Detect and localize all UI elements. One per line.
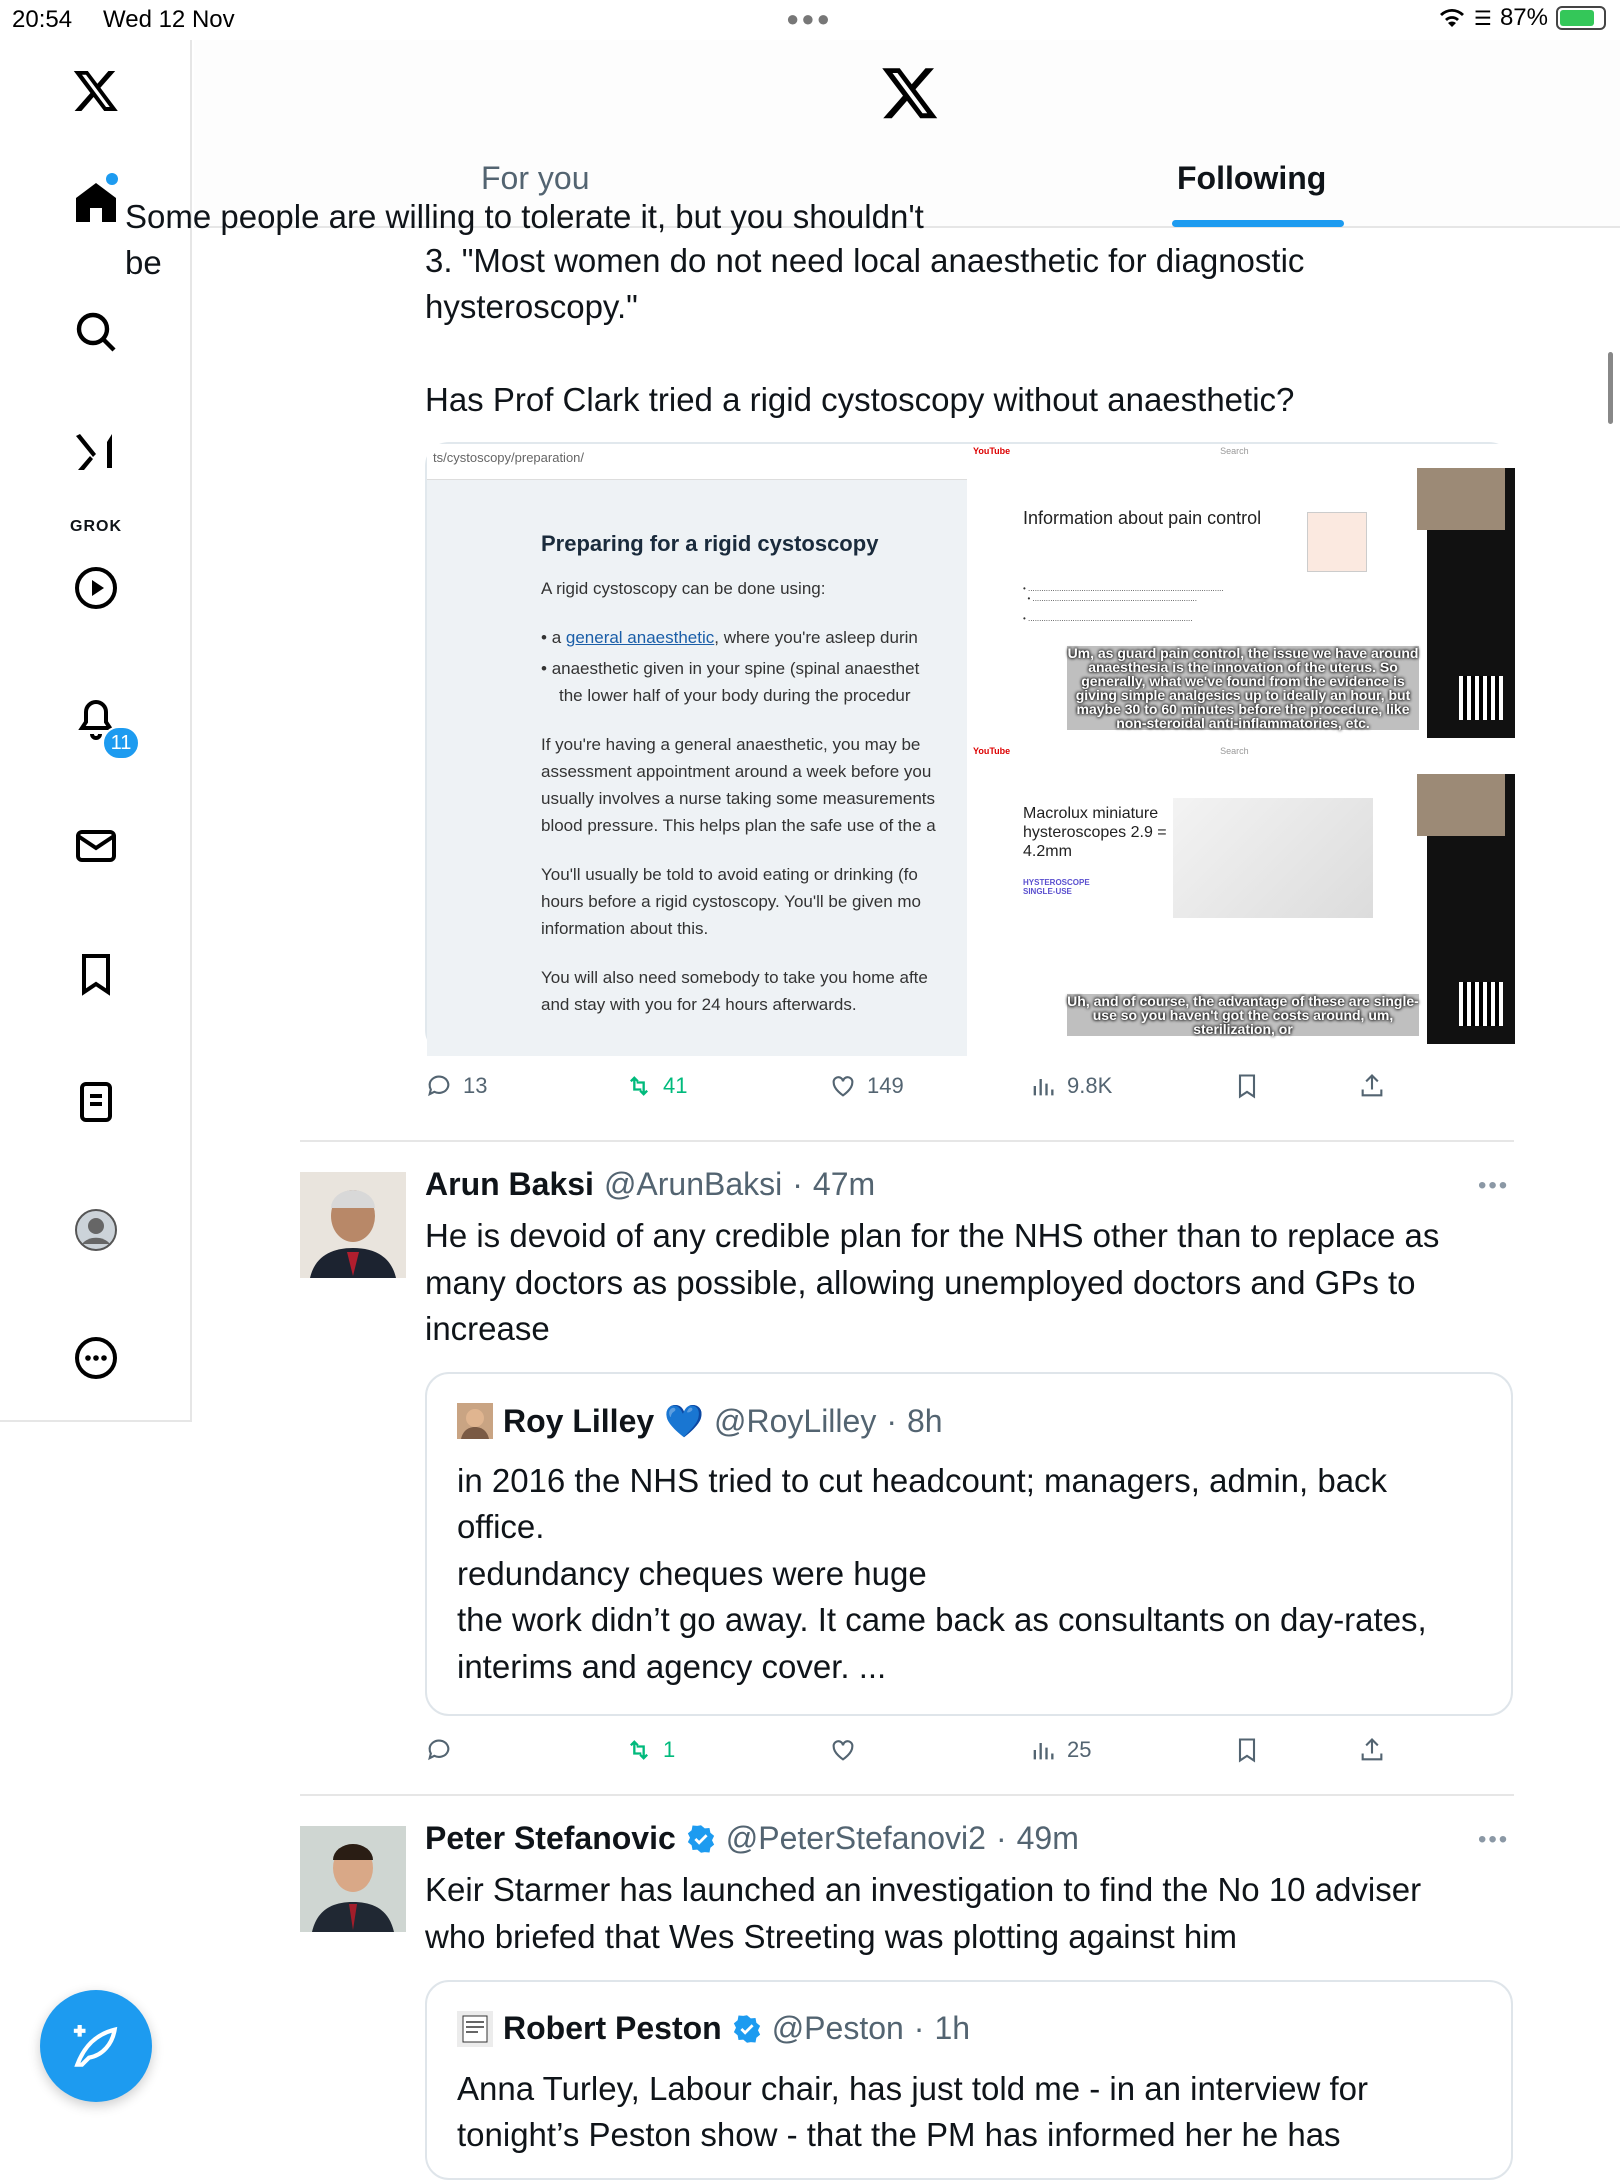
- views-button[interactable]: [1029, 1072, 1112, 1100]
- grok-icon[interactable]: [66, 422, 126, 482]
- bookmark-button[interactable]: [1233, 1736, 1261, 1764]
- quoted-tweet-header: Robert Peston @Peston · 1h: [457, 2010, 970, 2047]
- views-chart-icon: [1029, 1736, 1057, 1764]
- like-button[interactable]: [829, 1736, 857, 1764]
- share-button[interactable]: [1358, 1736, 1386, 1764]
- views-chart-icon: [1029, 1072, 1057, 1100]
- slide-title: Information about pain control: [1023, 508, 1262, 528]
- bookmark-icon: [1233, 1736, 1261, 1764]
- quote-text: office.: [457, 1508, 545, 1545]
- webpage-heading: Preparing for a rigid cystoscopy: [541, 531, 879, 556]
- tweet-more-icon[interactable]: •••: [1478, 1172, 1510, 1199]
- x-logo-icon[interactable]: [880, 62, 940, 122]
- youtube-bar: YouTube Search: [967, 744, 1515, 764]
- author-name: Robert Peston: [503, 2010, 722, 2046]
- video-thumbnail-1: [987, 468, 1515, 738]
- robert-peston-avatar-icon: [457, 2011, 493, 2047]
- like-button[interactable]: [829, 1072, 904, 1100]
- share-button[interactable]: [1358, 1072, 1386, 1100]
- tweet-time: 8h: [906, 1402, 943, 1439]
- reply-button[interactable]: [425, 1736, 453, 1764]
- tweet-media[interactable]: [425, 442, 1513, 1054]
- tab-for-you[interactable]: For you: [481, 160, 590, 196]
- video-thumbnail-2: [987, 774, 1515, 1044]
- quote-text: interims and agency cover. ...: [457, 1648, 887, 1685]
- webpage-link: general anaesthetic: [565, 628, 715, 647]
- profile-avatar-icon[interactable]: [66, 1200, 126, 1260]
- active-tab-indicator: [1172, 220, 1344, 227]
- tweet-header: Peter Stefanovic @PeterStefanovi2 · 49m: [425, 1820, 1079, 1856]
- tweet-divider: [300, 1794, 1514, 1796]
- views-button[interactable]: [1029, 1736, 1091, 1764]
- tweet-time: 1h: [934, 2010, 971, 2046]
- youtube-bar: YouTube Search: [967, 444, 1515, 464]
- status-right: [1438, 4, 1606, 32]
- repost-icon: [625, 1736, 653, 1764]
- lists-icon[interactable]: [66, 1072, 126, 1132]
- bookmarks-icon[interactable]: [66, 944, 126, 1004]
- avatar: [457, 1403, 493, 1439]
- tweet-text: He is devoid of any credible plan for the NHS other than to replace as: [425, 1217, 1440, 1254]
- tweet-text: Has Prof Clark tried a rigid cystoscopy without anaesthetic?: [425, 381, 1295, 418]
- heart-icon: [829, 1072, 857, 1100]
- tweet-text: many doctors as possible, allowing unemployed doctors and GPs to: [425, 1264, 1416, 1301]
- author-handle[interactable]: @PeterStefanovi2: [725, 1820, 986, 1856]
- more-options-icon[interactable]: [66, 1328, 126, 1388]
- author-name: Roy Lilley: [503, 1402, 655, 1439]
- slide-title: Macrolux miniature hysteroscopes 2.9 = 4.2mm: [1023, 805, 1167, 860]
- tab-following[interactable]: Following: [1177, 160, 1327, 196]
- uterus-diagram: [1307, 512, 1367, 572]
- tweet-text: hysteroscopy.": [425, 288, 638, 325]
- quoted-tweet[interactable]: [425, 1372, 1513, 1716]
- tweet-divider: [300, 1140, 1514, 1142]
- bookmark-button[interactable]: [1233, 1072, 1261, 1100]
- search-icon[interactable]: [66, 302, 126, 362]
- wifi-icon: [1438, 7, 1466, 29]
- webpage-content: Preparing for a rigid cystoscopy A rigid cystoscopy can be done using: • a general anaesthetic, where you're asleep durin • anaesthetic given in your spine (spinal anaesthet the lower half of your body during the procedur If you're having a general anaesthetic, you may be assessment appointment around a week before you usually involves a nurse taking some measurements blood pressure. This helps plan the safe use of the a You'll usually be told to avoid eating or drinking (fo hours before a rigid cystoscopy. You'll be given mo information about this. You will also need somebody to take you home afte and stay with you for 24 hours afterwards.: [541, 530, 967, 1050]
- compose-feather-icon: [68, 2018, 124, 2074]
- quote-text: Anna Turley, Labour chair, has just told me - in an interview for: [457, 2070, 1369, 2107]
- bookmark-icon: [1233, 1072, 1261, 1100]
- author-handle[interactable]: @ArunBaksi: [603, 1166, 783, 1202]
- reply-icon: [425, 1072, 453, 1100]
- repost-icon: [625, 1072, 653, 1100]
- views-count: 25: [1067, 1737, 1092, 1762]
- video-play-icon[interactable]: [66, 558, 126, 618]
- author-handle: @RoyLilley: [714, 1402, 877, 1439]
- tweet-text: who briefed that Wes Streeting was plotting against him: [425, 1918, 1237, 1955]
- quote-text: the work didn’t go away. It came back as consultants on day-rates,: [457, 1601, 1427, 1638]
- heart-icon: [829, 1736, 857, 1764]
- list-icon: ☰: [1474, 7, 1492, 30]
- status-date: Wed 12 Nov: [103, 6, 235, 33]
- notifications-badge: 11: [102, 726, 140, 760]
- tweet-time[interactable]: 47m: [812, 1166, 876, 1202]
- media-image-webpage[interactable]: [427, 444, 967, 1056]
- video-caption: Uh, and of course, the advantage of these are single-use so you haven't got the costs around, um, sterilization, or: [1067, 993, 1419, 1037]
- media-url-bar: ts/cystoscopy/preparation/: [427, 444, 967, 480]
- author-name[interactable]: Peter Stefanovic: [425, 1820, 676, 1856]
- quoted-tweet[interactable]: [425, 1980, 1513, 2180]
- quote-text: in 2016 the NHS tried to cut headcount; managers, admin, back: [457, 1462, 1388, 1499]
- peter-stefanovic-avatar-icon: [300, 1826, 406, 1932]
- grok-label: GROK: [70, 518, 122, 535]
- scrollbar[interactable]: [1608, 352, 1613, 424]
- author-name[interactable]: Arun Baksi: [425, 1166, 594, 1202]
- arun-baksi-avatar-icon: [300, 1172, 406, 1278]
- avatar[interactable]: [300, 1826, 406, 1932]
- tweet-actions: [425, 1072, 1515, 1112]
- blue-heart-icon: 💙: [664, 1403, 704, 1439]
- hysteroscope-image: [1173, 798, 1373, 918]
- repost-count: 41: [663, 1073, 688, 1098]
- share-icon: [1358, 1736, 1386, 1764]
- tweet-actions: [425, 1736, 1515, 1776]
- tweet-text: Keir Starmer has launched an investigation to find the No 10 adviser: [425, 1871, 1422, 1908]
- tweet-time[interactable]: 49m: [1016, 1820, 1079, 1856]
- video-caption: Um, as guard pain control, the issue we have around anaesthesia is the innovation of the uterus. So generally, what we've found from the evidence is giving simple analgesics up to ideally an hour, but maybe 30 to 60 minutes before the procedure, like non-steroidal anti-inflammatories, etc.: [1067, 645, 1419, 731]
- qr-code: [1459, 676, 1503, 720]
- battery-icon: [1556, 6, 1606, 30]
- media-image-videos[interactable]: [967, 444, 1515, 1056]
- video-slide: Information about pain control • ........................................................................................ • .......................................................................... • ..........................................................................: [987, 468, 1427, 738]
- slide-label: HYSTEROSCOPE SINGLE-USE: [1023, 878, 1090, 896]
- tweet-text-cut-line: Some people are willing to tolerate it, but you shouldn't be: [125, 198, 924, 281]
- quote-text: tonight’s Peston show - that the PM has informed her he has: [457, 2116, 1341, 2153]
- repost-count: 1: [663, 1737, 676, 1762]
- compose-post-button[interactable]: [40, 1990, 152, 2102]
- share-icon: [1358, 1072, 1386, 1100]
- author-handle: @Peston: [771, 2010, 904, 2046]
- presenter-webcam: [1417, 774, 1505, 836]
- verified-badge-icon: [686, 1824, 716, 1854]
- repost-button[interactable]: [625, 1072, 687, 1100]
- like-count: 149: [867, 1073, 904, 1098]
- tweet-text: 3. "Most women do not need local anaesthetic for diagnostic: [425, 242, 1305, 279]
- tweet-more-icon[interactable]: •••: [1478, 1826, 1510, 1853]
- tweet-text: increase: [425, 1310, 550, 1347]
- status-bar: [0, 0, 1620, 40]
- sidebar-divider: [0, 1420, 192, 1422]
- avatar: [457, 2011, 493, 2047]
- reply-button[interactable]: [425, 1072, 487, 1100]
- views-count: 9.8K: [1067, 1073, 1113, 1098]
- reply-count: 13: [463, 1073, 488, 1098]
- verified-badge-icon: [732, 2014, 762, 2044]
- qr-code: [1459, 982, 1503, 1026]
- tweet-header: Arun Baksi @ArunBaksi · 47m: [425, 1166, 876, 1202]
- x-logo-icon[interactable]: [66, 60, 126, 120]
- roy-lilley-avatar-icon: [457, 1403, 493, 1439]
- battery-percent: 87%: [1499, 4, 1548, 31]
- home-unread-dot: [106, 173, 118, 185]
- webpage-intro: A rigid cystoscopy can be done using:: [541, 579, 826, 598]
- status-time: 20:54: [12, 6, 73, 33]
- quote-text: redundancy cheques were huge: [457, 1555, 927, 1592]
- avatar[interactable]: [300, 1172, 406, 1278]
- multitasking-dots-icon[interactable]: ●●●: [786, 6, 832, 31]
- messages-mail-icon[interactable]: [66, 816, 126, 876]
- quoted-tweet-header: Roy Lilley 💙 @RoyLilley · 8h: [457, 1402, 943, 1440]
- repost-button[interactable]: [625, 1736, 675, 1764]
- reply-icon: [425, 1736, 453, 1764]
- presenter-webcam: [1417, 468, 1505, 530]
